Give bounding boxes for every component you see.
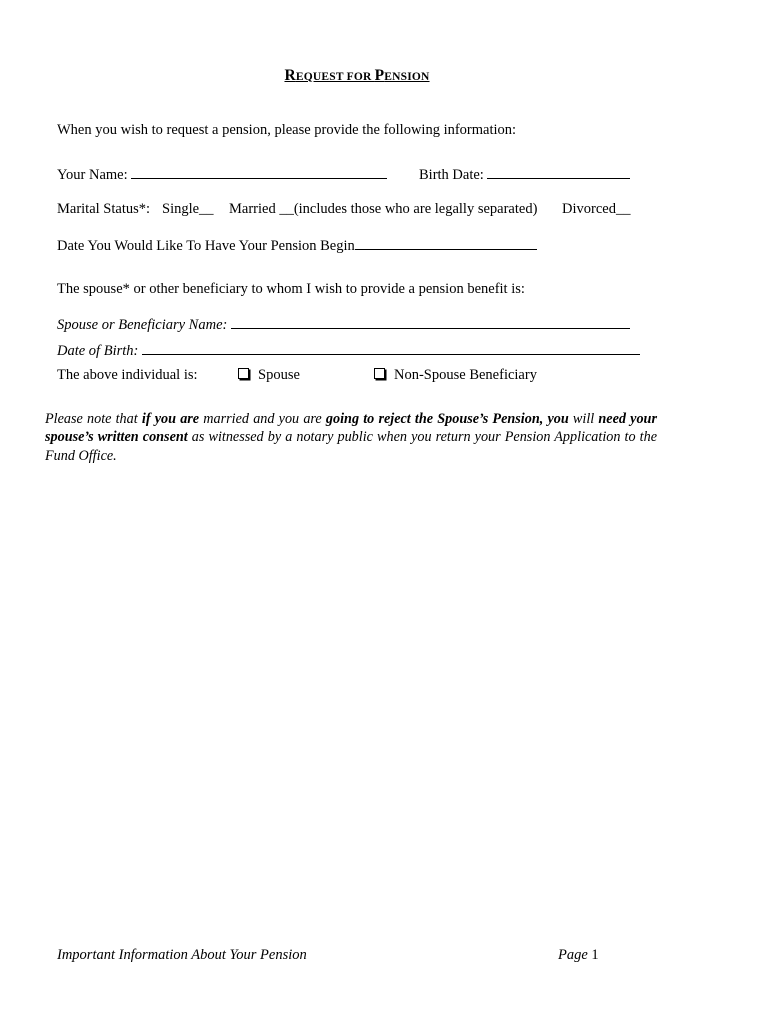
dob-field[interactable] <box>142 342 640 355</box>
non-spouse-checkbox[interactable] <box>374 368 385 379</box>
beneficiary-name-label: Spouse or Beneficiary Name: <box>57 317 231 333</box>
title-part-ension: ENSION <box>384 71 430 83</box>
birth-date-row <box>419 166 630 184</box>
pension-begin-field[interactable] <box>355 237 537 250</box>
non-spouse-option-label: Non-Spouse Beneficiary <box>394 367 537 383</box>
beneficiary-name-field[interactable] <box>231 316 630 329</box>
marital-status-label: Marital Status*: <box>57 201 151 217</box>
note-bold-3: need your spouse’s written consent <box>45 411 657 446</box>
marital-divorced-option[interactable]: Divorced__ <box>562 201 631 217</box>
spouse-option-label: Spouse <box>258 367 300 383</box>
individual-label: The above individual is: <box>57 367 198 383</box>
footer-title: Important Information About Your Pension <box>57 947 307 963</box>
pension-begin-label: Date You Would Like To Have Your Pension Begin <box>57 238 355 254</box>
title-initial-r: R <box>284 67 296 84</box>
intro-text: When you wish to request a pension, please provide the following information: <box>57 122 517 138</box>
footer-page <box>558 947 599 964</box>
note-bold-1: if you are <box>141 411 200 427</box>
title-initial-p: P <box>374 67 385 84</box>
footer-page-number: 1 <box>591 947 599 963</box>
footer-page-label: Page <box>558 947 588 963</box>
spouse-checkbox[interactable] <box>238 368 249 379</box>
non-spouse-option[interactable] <box>374 367 537 384</box>
pension-begin-row <box>57 237 537 255</box>
note-bold-2: going to reject the Spouse’s Pension, you <box>325 411 569 427</box>
beneficiary-name-row <box>57 316 630 334</box>
your-name-label: Your Name: <box>57 167 132 183</box>
spouse-option[interactable] <box>238 367 300 384</box>
note-text-3: will <box>568 411 599 427</box>
consent-note <box>45 410 657 465</box>
spouse-intro-text: The spouse* or other beneficiary to whom I wish to provide a pension benefit is: <box>57 281 525 297</box>
page-title <box>0 67 714 85</box>
note-text-2: married and you are <box>199 411 326 427</box>
marital-single-option[interactable]: Single__ <box>162 201 214 217</box>
dob-label: Date of Birth: <box>57 343 142 359</box>
marital-married-option[interactable]: Married __(includes those who are legally separated) <box>229 201 538 217</box>
your-name-field[interactable] <box>131 166 387 179</box>
dob-row <box>57 342 640 360</box>
title-part-equest-for: EQUEST FOR <box>295 71 375 83</box>
birth-date-field[interactable] <box>487 166 630 179</box>
note-text-4: as witnessed by a notary public when you return your Pension Application to the Fund Office. <box>45 429 657 464</box>
your-name-row <box>57 166 387 184</box>
note-text-1: Please note that <box>45 411 142 427</box>
birth-date-label: Birth Date: <box>419 167 488 183</box>
